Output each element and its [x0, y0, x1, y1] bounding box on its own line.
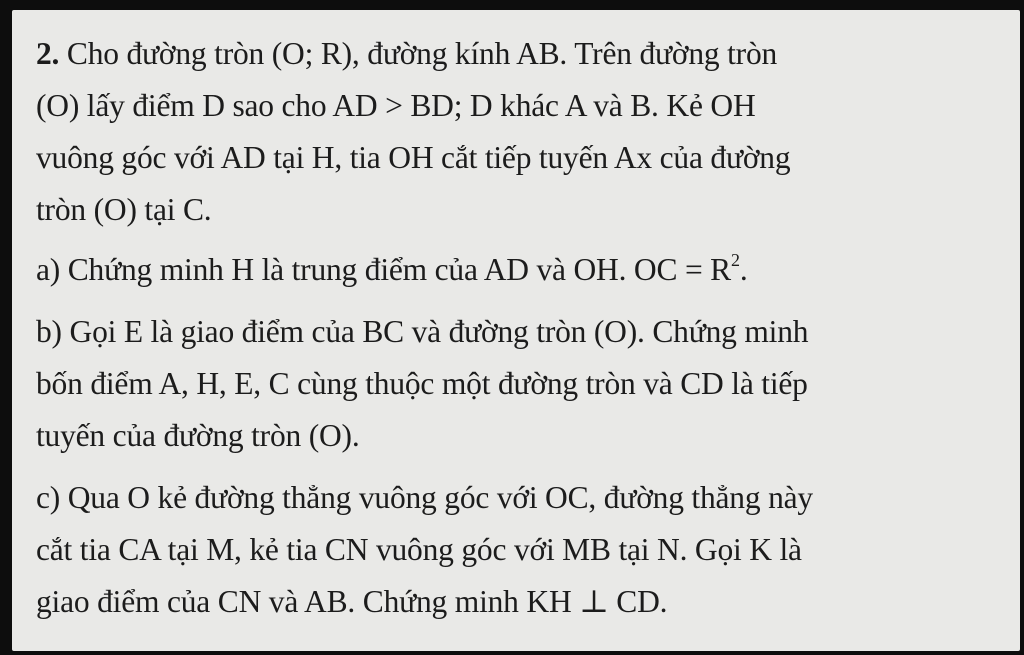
part-b-line-3: tuyến của đường tròn (O).: [36, 418, 360, 453]
problem-number: 2.: [36, 36, 60, 71]
part-c: [36, 472, 1008, 628]
part-c-line-3: giao điểm của CN và AB. Chứng minh KH ⊥ CD.: [36, 584, 668, 619]
intro-line-3: vuông góc với AD tại H, tia OH cắt tiếp tuyến Ax của đường: [36, 140, 791, 175]
part-b-line-2: bốn điểm A, H, E, C cùng thuộc một đường tròn và CD là tiếp: [36, 366, 808, 401]
part-a: [36, 244, 1008, 296]
intro-line-2: (O) lấy điểm D sao cho AD > BD; D khác A và B. Kẻ OH: [36, 88, 756, 123]
exercise-page: [12, 10, 1020, 651]
problem-intro: [36, 28, 1008, 236]
part-b: [36, 306, 1008, 462]
intro-line-1: 2. Cho đường tròn (O; R), đường kính AB. Trên đường tròn: [36, 36, 778, 71]
part-a-line: a) Chứng minh H là trung điểm của AD và OH. OC = $R^2$.: [36, 250, 748, 287]
part-c-line-2: cắt tia CA tại M, kẻ tia CN vuông góc với MB tại N. Gọi K là: [36, 532, 802, 567]
part-c-line-1: c) Qua O kẻ đường thẳng vuông góc với OC, đường thẳng này: [36, 480, 813, 515]
part-b-line-1: b) Gọi E là giao điểm của BC và đường tròn (O). Chứng minh: [36, 314, 809, 349]
intro-line-4: tròn (O) tại C.: [36, 192, 212, 227]
exponent: 2: [731, 250, 740, 270]
